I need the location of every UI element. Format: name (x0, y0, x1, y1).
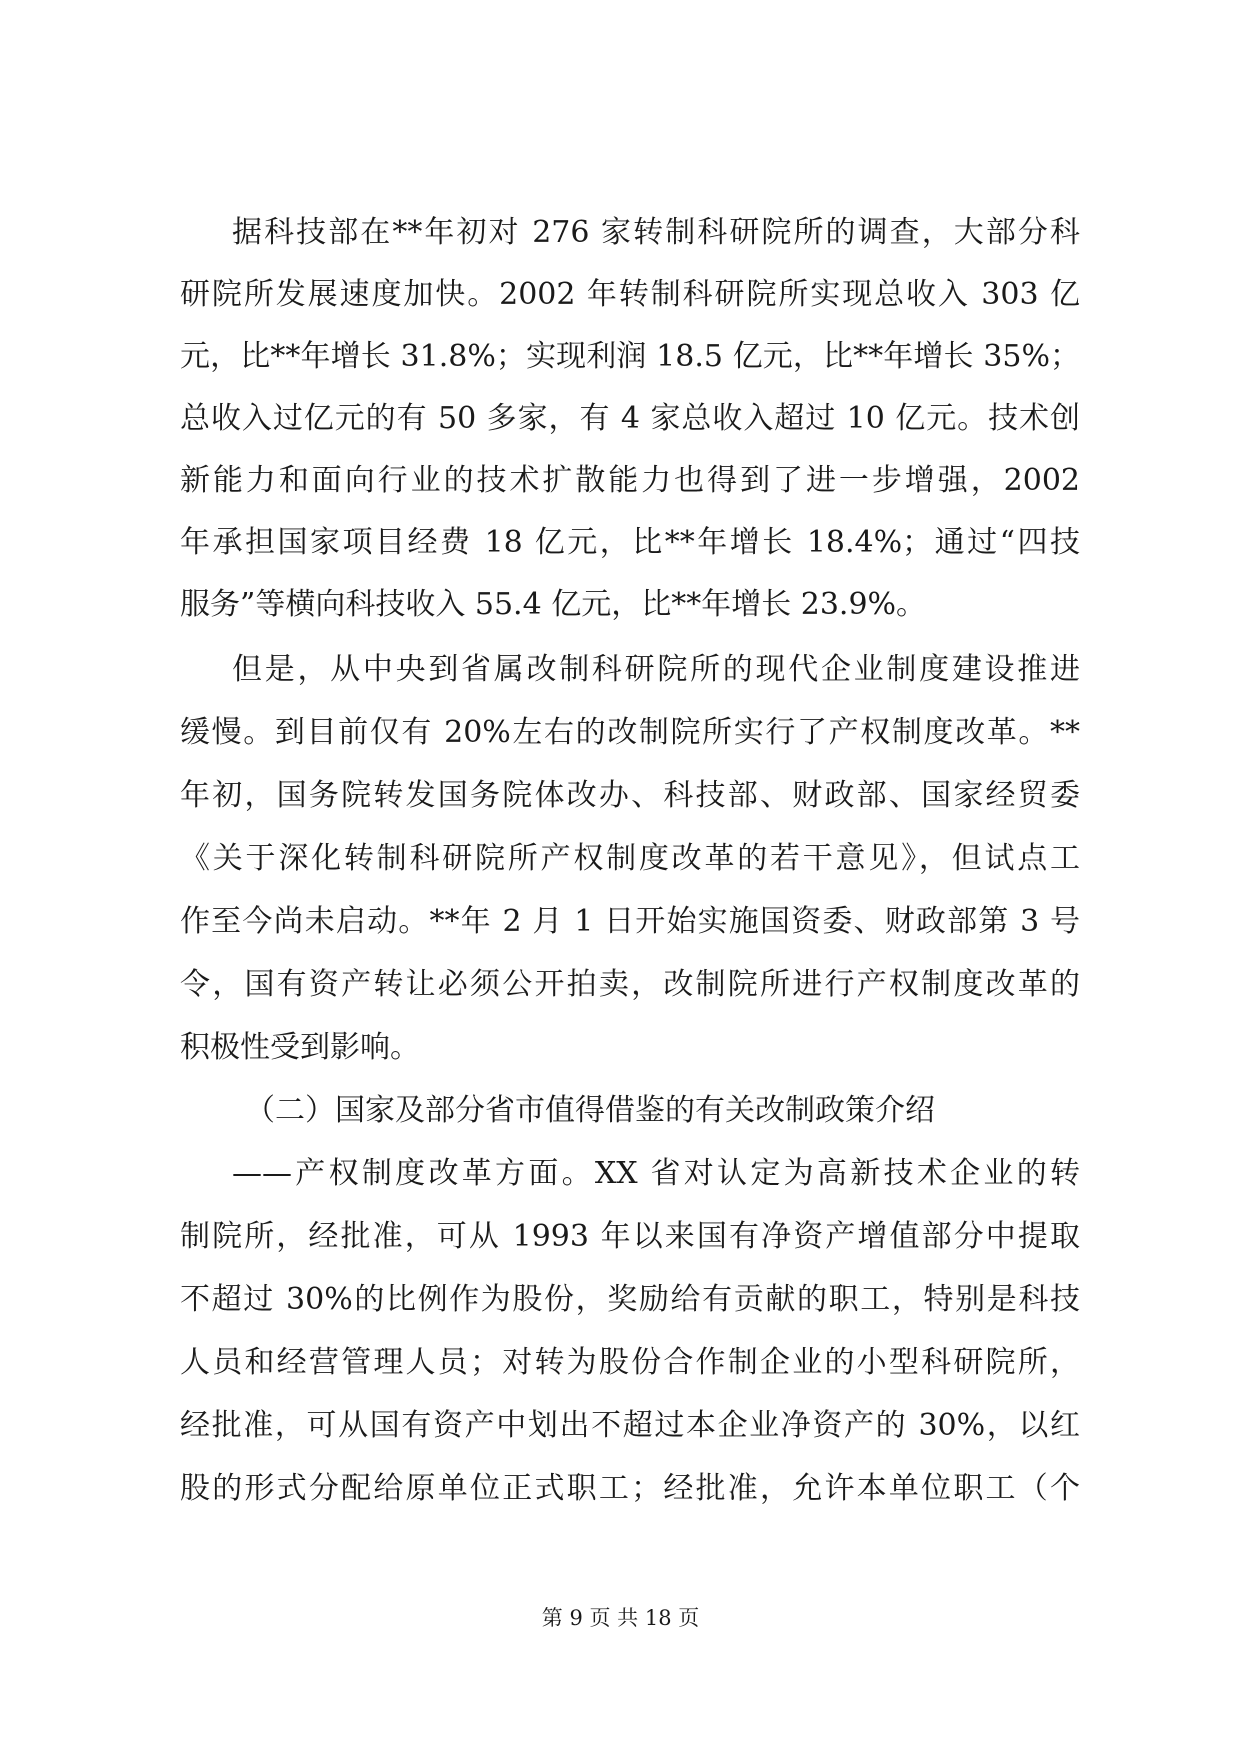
paragraph-line: 经批准，可从国有资产中划出不超过本企业净资产的 30%，以红 (180, 1408, 1080, 1443)
paragraph-line: 缓慢。到目前仅有 20%左右的改制院所实行了产权制度改革。** (180, 715, 1080, 750)
paragraph-line: 新能力和面向行业的技术扩散能力也得到了进一步增强，2002 (180, 463, 1080, 498)
paragraph-line: 不超过 30%的比例作为股份，奖励给有贡献的职工，特别是科技 (180, 1282, 1080, 1317)
paragraph-line: 总收入过亿元的有 50 多家，有 4 家总收入超过 10 亿元。技术创 (180, 401, 1080, 436)
paragraph-line: 人员和经营管理人员；对转为股份合作制企业的小型科研院所， (180, 1345, 1080, 1380)
paragraph-line: 年初，国务院转发国务院体改办、科技部、财政部、国家经贸委 (180, 778, 1080, 813)
paragraph-line: 《关于深化转制科研院所产权制度改革的若干意见》，但试点工 (180, 841, 1080, 876)
paragraph-line: 据科技部在**年初对 276 家转制科研院所的调查，大部分科 (232, 215, 1080, 250)
paragraph-line: 制院所，经批准，可从 1993 年以来国有净资产增值部分中提取 (180, 1219, 1080, 1254)
paragraph-line: 股的形式分配给原单位正式职工；经批准，允许本单位职工（个 (180, 1471, 1080, 1506)
paragraph-line: 研院所发展速度加快。2002 年转制科研院所实现总收入 303 亿 (180, 277, 1080, 312)
paragraph-line: 但是，从中央到省属改制科研院所的现代企业制度建设推进 (232, 652, 1080, 687)
paragraph-line: 年承担国家项目经费 18 亿元，比**年增长 18.4%；通过“四技 (180, 525, 1080, 560)
paragraph-line: 积极性受到影响。 (180, 1030, 420, 1065)
paragraph-line: ——产权制度改革方面。XX 省对认定为高新技术企业的转 (232, 1156, 1080, 1191)
paragraph-line: 令，国有资产转让必须公开拍卖，改制院所进行产权制度改革的 (180, 967, 1080, 1002)
paragraph-line: 作至今尚未启动。**年 2 月 1 日开始实施国资委、财政部第 3 号 (180, 904, 1080, 939)
paragraph-line: 服务”等横向科技收入 55.4 亿元，比**年增长 23.9%。 (180, 587, 927, 622)
paragraph-line: 元，比**年增长 31.8%；实现利润 18.5 亿元，比**年增长 35%； (180, 339, 1080, 374)
page-number-footer: 第 9 页 共 18 页 (541, 1606, 700, 1630)
section-heading: （二）国家及部分省市值得借鉴的有关改制政策介绍 (245, 1093, 935, 1128)
